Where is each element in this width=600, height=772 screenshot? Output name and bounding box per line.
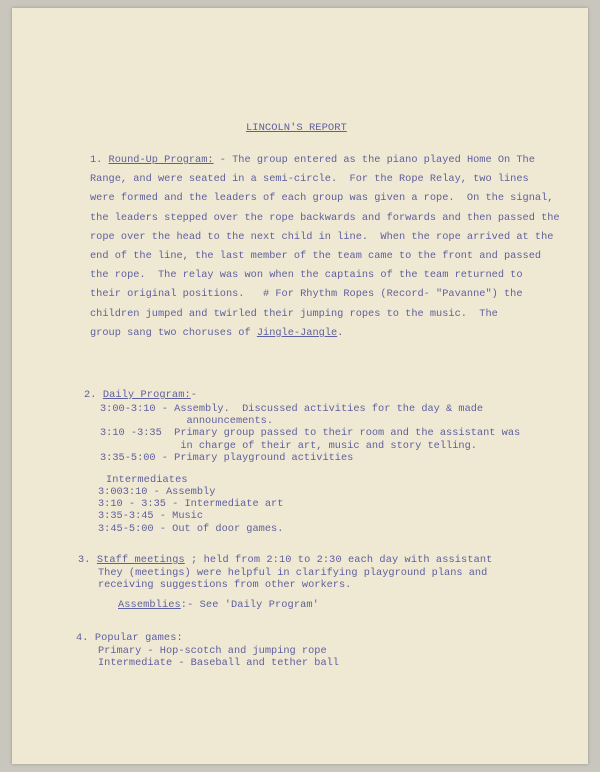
intermediate-line: 3:45-5:00 - Out of door games. xyxy=(98,522,284,535)
game-line: Primary - Hop-scotch and jumping rope xyxy=(98,645,327,657)
section1-line: rope over the head to the next child in line. When the rope arrived at the xyxy=(90,230,554,243)
section3-heading-line: 3. Staff meetings ; held from 2:10 to 2:30 each day with assistant xyxy=(78,554,493,566)
section1-first-line xyxy=(90,151,535,170)
assemblies-text: :- See 'Daily Program' xyxy=(180,599,319,611)
section1-line: the leaders stepped over the rope backwards and forwards and then passed the xyxy=(90,211,560,224)
section1-line: - The group entered as the piano played Home On The xyxy=(213,154,535,166)
assemblies-line xyxy=(118,599,319,612)
daily-schedule xyxy=(100,403,520,464)
schedule-line: announcements. xyxy=(100,415,274,428)
schedule-line: 3:35-5:00 - Primary playground activities xyxy=(100,451,354,464)
section-round-up-program xyxy=(90,151,560,343)
section1-line: were formed and the leaders of each group was given a rope. On the signal, xyxy=(90,192,554,205)
staff-line: They (meetings) were helpful in clarifying playground plans and xyxy=(98,567,488,579)
section2-heading-line: 2. Daily Program:- xyxy=(84,389,198,401)
assemblies-heading: Assemblies xyxy=(118,599,181,611)
section2-number: 2. xyxy=(84,389,97,401)
section1-line: their original positions. # For Rhythm Ropes (Record- "Pavanne") the xyxy=(90,288,523,301)
section1-last-line: group sang two choruses of Jingle-Jangle. xyxy=(90,326,344,339)
intermediate-line: 3:003:10 - Assembly xyxy=(98,486,216,498)
section4-heading-line xyxy=(76,632,183,645)
intermediate-line: 3:35-3:45 - Music xyxy=(98,510,204,523)
section1-line: children jumped and twirled their jumping ropes to the music. The xyxy=(90,307,498,320)
section3-heading: Staff meetings xyxy=(96,554,185,566)
staff-meetings-text xyxy=(98,567,487,591)
intermediate-line: 3:10 - 3:35 - Intermediate art xyxy=(98,498,284,511)
intermediates-label: Intermediates xyxy=(106,474,188,486)
staff-line: receiving suggestions from other workers. xyxy=(98,579,352,592)
section4-number: 4. xyxy=(76,632,89,644)
section4-heading: Popular games: xyxy=(94,632,183,644)
section1-number: 1. xyxy=(90,154,103,166)
section1-line: the rope. The relay was won when the captains of the team returned to xyxy=(90,269,523,282)
intermediate-schedule xyxy=(98,486,283,535)
document-title: LINCOLN'S REPORT xyxy=(246,122,347,134)
section2-heading: Daily Program: xyxy=(102,389,191,401)
section3-number: 3. xyxy=(78,554,91,566)
section1-heading: Round-Up Program: xyxy=(108,154,214,166)
schedule-line: 3:00-3:10 - Assembly. Discussed activities for the day & made xyxy=(100,403,484,415)
document-page xyxy=(12,8,588,764)
game-line: Intermediate - Baseball and tether ball xyxy=(98,657,339,670)
popular-games xyxy=(98,645,339,669)
schedule-line: 3:10 -3:35 Primary group passed to their room and the assistant was xyxy=(100,427,521,440)
section1-line: end of the line, the last member of the team came to the front and passed xyxy=(90,250,542,263)
schedule-line: in charge of their art, music and story telling. xyxy=(100,439,477,452)
section1-line: Range, and were seated in a semi-circle. For the Rope Relay, two lines xyxy=(90,173,529,186)
song-title: Jingle-Jangle xyxy=(256,326,338,339)
